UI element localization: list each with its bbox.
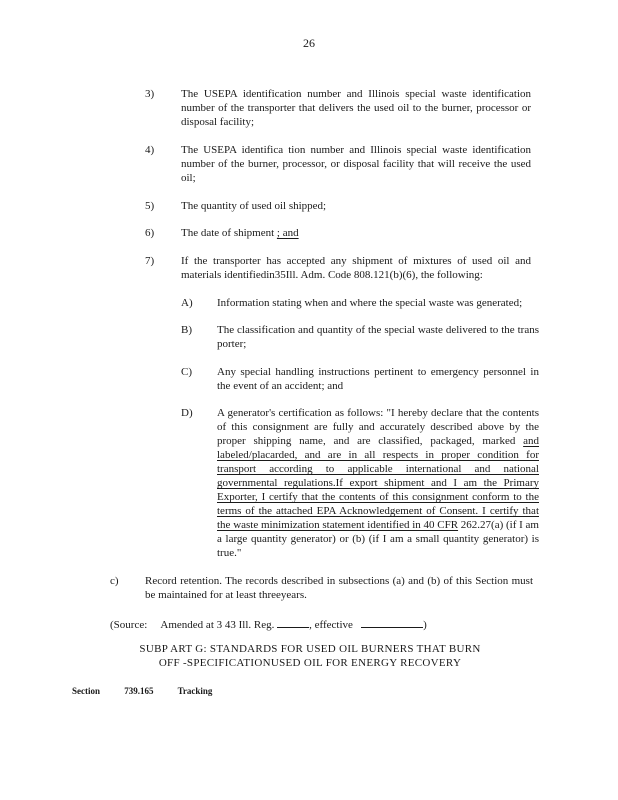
item-text: The classification and quantity of the special waste delivered to the trans porter;: [217, 324, 539, 350]
subpart-heading-line-1: SUBP ART G: STANDARDS FOR USED OIL BURNERS THAT BURN: [139, 643, 481, 655]
item-text: Any special handling instructions pertinent to emergency personnel in the event of an accident; and: [217, 366, 539, 392]
subpart-heading-line-2: OFF -SPECIFICATIONUSED OIL FOR ENERGY RECOVERY: [158, 657, 462, 669]
item-text: Record retention. The records described in subsections (a) and (b) of this Section must be maintained for at least threeyears.: [145, 575, 533, 601]
section-title: Tracking: [177, 686, 213, 696]
source-effective: , effective: [309, 619, 353, 631]
certification-text-tail: 262.27(a) (if I am a large quantity generator) or (b) (if I am a small quantity generator) is true.": [217, 519, 539, 559]
item-label: C): [181, 366, 192, 378]
item-label: 6): [145, 227, 155, 239]
item-text: The USEPA identifica tion number and Illinois special waste identification number of the burner, processor, or disposal facility that will receive the used oil;: [181, 144, 531, 184]
page-number: 26: [303, 36, 315, 50]
item-text: Information stating when and where the special waste was generated;: [217, 297, 523, 309]
inserted-text: ; and: [276, 227, 299, 239]
subpart-heading: [110, 642, 510, 670]
item-label: 5): [145, 200, 155, 212]
item-label: D): [181, 407, 193, 419]
section-number: 739.165: [124, 686, 154, 696]
item-label: B): [181, 324, 192, 336]
section-heading: [72, 686, 234, 696]
certification-text: A generator's certification as follows: "I hereby declare that the contents of this consignment are fully and accurately described above by the proper shipping name, and are classified, packaged, marked: [217, 407, 539, 447]
source-suffix: ): [423, 619, 427, 631]
item-label: 3): [145, 88, 155, 100]
source-middle: Amended at 3 43 Ill. Reg.: [160, 619, 275, 631]
register-blank: [277, 616, 309, 628]
source-prefix: (Source:: [110, 619, 148, 631]
source-note: [110, 616, 427, 632]
certification-text-inserted: and labeled/placarded, and are in all respects in proper condition for transport according to applicable international and national governmental regulations.If export shipment and I am the Primary Exporter, I certify that the contents of this consignment conform to the terms of the attached EPA Acknowledgement of Consent. I certify that the waste minimization statement identified in 40 CFR: [217, 435, 539, 531]
item-label: 4): [145, 144, 155, 156]
item-text: The USEPA identification number and Illinois special waste identification number of the transporter that delivers the used oil to the burner, processor or disposal facility;: [181, 88, 531, 128]
item-label: A): [181, 297, 193, 309]
section-word: Section: [72, 686, 100, 696]
item-text: [181, 226, 531, 240]
item-text-main: The date of shipment: [181, 227, 275, 239]
item-text: The quantity of used oil shipped;: [181, 200, 327, 212]
item-text: [217, 406, 539, 560]
item-label: c): [110, 575, 119, 587]
item-text: If the transporter has accepted any shipment of mixtures of used oil and materials identifiedin35Ill. Adm. Code 808.121(b)(6), the following:: [181, 255, 531, 281]
effective-date-blank: [361, 616, 423, 628]
item-label: 7): [145, 255, 155, 267]
